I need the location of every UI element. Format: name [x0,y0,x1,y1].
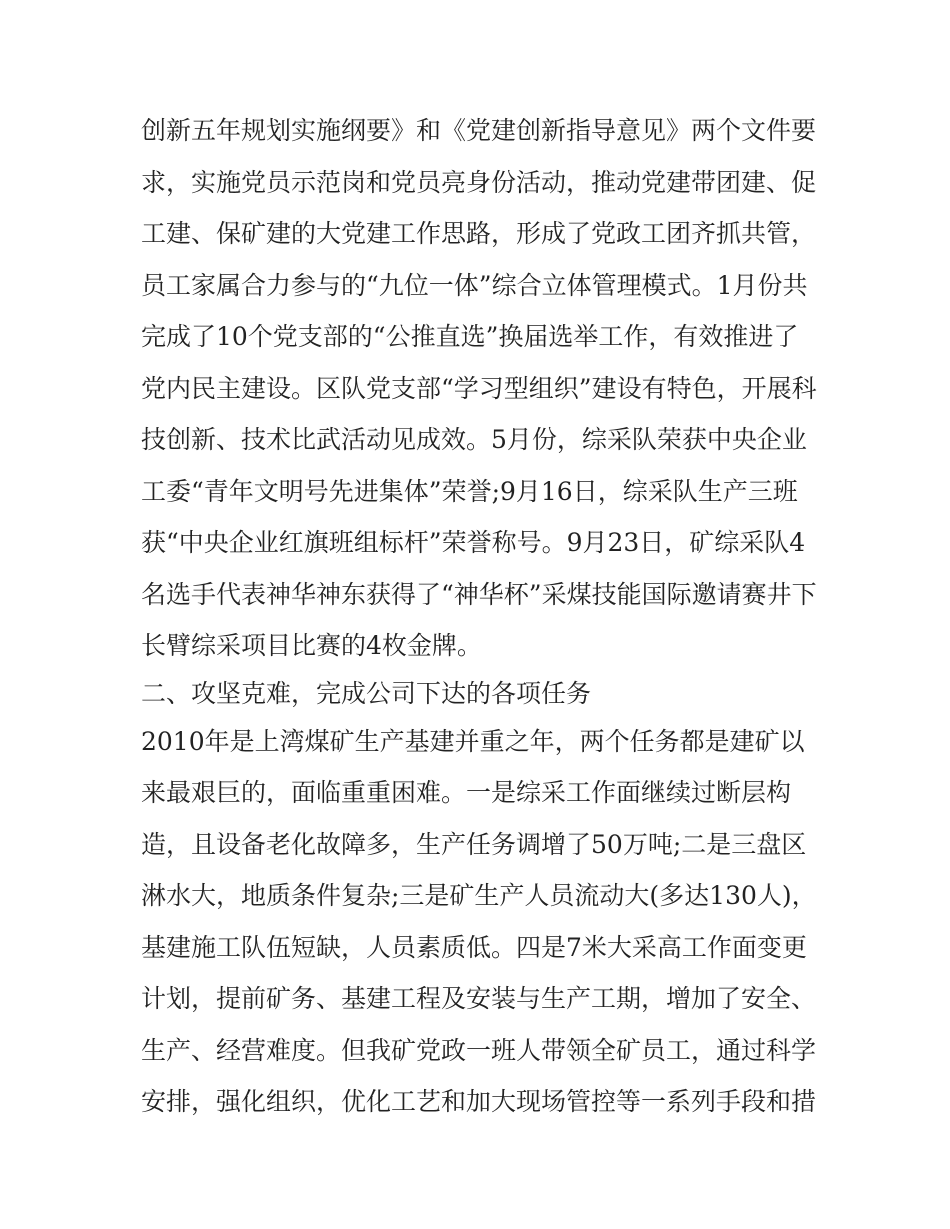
text-line: 技创新、技术比武活动见成效。5月份，综采队荣获中央企业 [141,425,807,454]
text-line: 长臂综采项目比赛的4枚金牌。 [141,631,482,660]
text-line: 淋水大，地质条件复杂;三是矿生产人员流动大(多达130人)， [141,881,817,910]
text-line: 安排，强化组织，优化工艺和加大现场管控等一系列手段和措 [141,1087,817,1116]
text-line: 党内民主建设。区队党支部“学习型组织”建设有特色，开展科 [141,373,817,403]
text-line: 求，实施党员示范岗和党员亮身份活动，推动党建带团建、促 [141,167,817,197]
text-line: 计划，提前矿务、基建工程及安装与生产工期，增加了安全、 [141,984,817,1013]
section-heading: 二、攻坚克难，完成公司下达的各项任务 [141,678,592,708]
text-line: 2010年是上湾煤矿生产基建并重之年，两个任务都是建矿以 [141,726,805,756]
text-line: 获“中央企业红旗班组标杆”荣誉称号。9月23日，矿综采队4 [141,528,806,557]
text-line: 完成了10个党支部的“公推直选”换届选举工作，有效推进了 [141,322,799,351]
text-line: 生产、经营难度。但我矿党政一班人带领全矿员工，通过科学 [141,1035,817,1065]
text-line: 造，且设备老化故障多，生产任务调增了50万吨;二是三盘区 [141,829,807,859]
text-line: 基建施工队伍短缺，人员素质低。四是7米大采高工作面变更 [141,932,807,962]
document-body [141,105,821,1128]
text-line: 员工家属合力参与的“九位一体”综合立体管理模式。1月份共 [141,270,808,300]
text-line: 名选手代表神华神东获得了“神华杯”采煤技能国际邀请赛井下 [141,579,817,609]
text-line: 来最艰巨的，面临重重困难。一是综采工作面继续过断层构 [141,778,792,807]
text-line: 工委“青年文明号先进集体”荣誉;9月16日，综采队生产三班 [141,476,798,506]
text-line: 创新五年规划实施纲要》和《党建创新指导意见》两个文件要 [141,116,817,145]
text-line: 工建、保矿建的大党建工作思路，形成了党政工团齐抓共管， [141,219,817,248]
